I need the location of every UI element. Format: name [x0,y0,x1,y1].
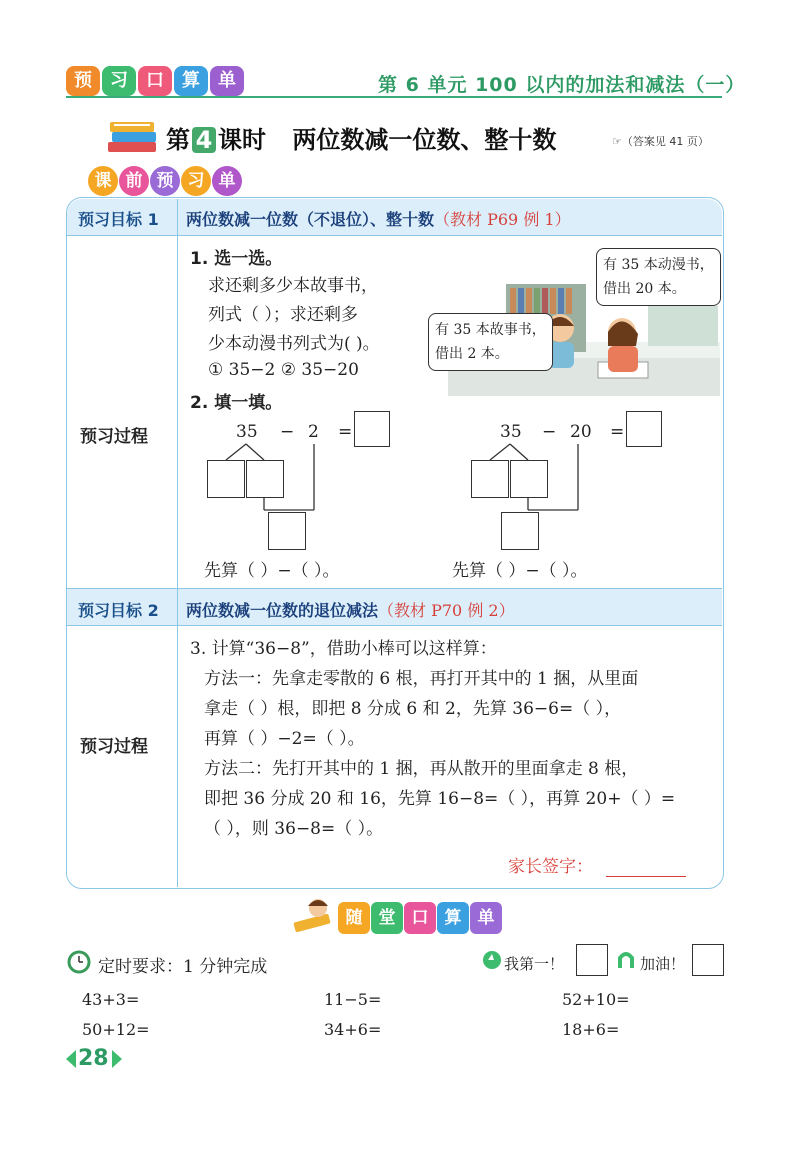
first-calc-left: 先算（ ）−（ ）。 [204,561,340,581]
answer-box[interactable] [354,411,390,447]
section2-ref: （教材 P70 例 2） [378,601,515,620]
lesson-number: 4 [192,127,216,153]
answer-box[interactable] [268,512,306,550]
timer-requirement: 定时要求：1 分钟完成 [98,957,268,977]
left-eq-a: 35 [236,422,258,442]
answer-box[interactable] [510,460,548,498]
cheer-label: 加油！ [640,955,686,973]
bubble-comics [596,248,721,306]
q3-line: （ ），则 36−8=（ ）。 [204,819,384,839]
section2-label: 预习目标 2 [78,601,159,620]
books-icon [106,116,160,160]
section1-heading [186,207,571,230]
lesson-suffix: 课时 [218,126,266,154]
kid-pencil-icon [292,896,338,940]
left-eq-equals: = [338,422,353,442]
divider [67,625,722,626]
series-badge: 单 [210,66,244,96]
right-eq-equals: = [610,422,625,442]
bubble-line: 借出 2 本。 [435,346,509,362]
first-label: 我第一！ [504,955,565,973]
answer-box[interactable] [471,460,509,498]
section1-ref: （教材 P69 例 1） [434,210,571,229]
series-badge: 预 [66,66,100,96]
first-checkbox[interactable] [576,944,608,976]
parent-signature-label: 家长签字： [508,857,593,877]
q1-line: 列式（ ）；求还剩多 [208,305,358,325]
practice-problem: 18+6= [562,1020,620,1039]
answer-box[interactable] [501,512,539,550]
preview-badge: 预 [150,166,180,196]
column-divider [177,589,178,626]
q3-text [190,634,675,844]
practice-badge: 口 [404,902,436,934]
answer-box[interactable] [626,411,662,447]
left-eq-op: − [280,422,295,442]
q3-line: 再算（ ）−2=（ ）。 [204,729,365,749]
preview-badges [88,166,243,196]
series-badge: 算 [174,66,208,96]
q3-line: 拿走（ ）根，即把 8 分成 6 和 2，先算 36−6=（ ）， [204,699,622,719]
practice-badge: 随 [338,902,370,934]
preview-badge: 单 [212,166,242,196]
lesson-prefix: 第 [166,126,190,154]
q1-line: 求还剩多少本故事书， [208,276,378,296]
practice-problem: 11−5= [324,990,382,1009]
series-logo [66,66,246,96]
practice-problem: 43+3= [82,990,140,1009]
practice-badge: 堂 [371,902,403,934]
q3-line: 即把 36 分成 20 和 16，先算 16−8=（ ），再算 20+（ ）= [204,789,676,809]
header-divider [66,96,722,98]
left-eq-b: 2 [308,422,319,442]
answer-note: ☞（答案见 41 页） [612,135,709,148]
practice-badge: 单 [470,902,502,934]
practice-problem: 50+12= [82,1020,150,1039]
practice-badges [338,902,503,934]
answer-box[interactable] [207,460,245,498]
unit-title: 第 6 单元 100 以内的加法和减法（一） [378,74,746,96]
q2-title: 2. 填一填。 [190,393,283,413]
q1-line: 少本动漫书列式为( )。 [208,334,380,354]
bubble-stories [428,313,553,371]
section1-label: 预习目标 1 [78,210,159,229]
section1-title: 两位数减一位数（不退位）、整十数 [186,210,435,229]
page-arrow-right-icon [112,1050,122,1072]
lesson-title [166,120,556,155]
lesson-topic: 两位数减一位数、整十数 [292,126,557,154]
clock-icon [66,948,92,978]
q1-options: ① 35−2 ② 35−20 [208,360,359,380]
page-arrow-left-icon [66,1050,76,1072]
column-divider [177,199,178,887]
bubble-line: 借出 20 本。 [603,281,686,297]
cheer-checkbox[interactable] [692,944,724,976]
practice-problem: 34+6= [324,1020,382,1039]
answer-box[interactable] [246,460,284,498]
right-eq-b: 20 [570,422,592,442]
bubble-line: 有 35 本动漫书， [603,257,714,273]
page-number: 28 [78,1046,109,1071]
divider [67,235,722,236]
thumb-icon [482,950,502,974]
section2-heading [186,598,515,621]
series-badge: 习 [102,66,136,96]
section1-process-label: 预习过程 [80,427,148,447]
q1-text [208,272,380,359]
section2-title: 两位数减一位数的退位减法 [186,601,379,620]
right-eq-a: 35 [500,422,522,442]
cheer-icon [616,950,636,974]
q3-line: 方法二：先打开其中的 1 捆，再从散开的里面拿走 8 根， [204,759,639,779]
preview-badge: 习 [181,166,211,196]
right-eq-op: − [542,422,557,442]
practice-problem: 52+10= [562,990,630,1009]
section2-process-label: 预习过程 [80,737,148,757]
q3-line: 方法一：先拿走零散的 6 根，再打开其中的 1 捆，从里面 [204,669,639,689]
preview-badge: 前 [119,166,149,196]
series-badge: 口 [138,66,172,96]
preview-badge: 课 [88,166,118,196]
q3-line: 3. 计算“36−8”，借助小棒可以这样算： [190,639,497,659]
practice-badge: 算 [437,902,469,934]
parent-signature-field[interactable] [606,876,686,877]
bubble-line: 有 35 本故事书， [435,322,546,338]
first-calc-right: 先算（ ）−（ ）。 [452,561,588,581]
q1-title: 1. 选一选。 [190,249,283,269]
